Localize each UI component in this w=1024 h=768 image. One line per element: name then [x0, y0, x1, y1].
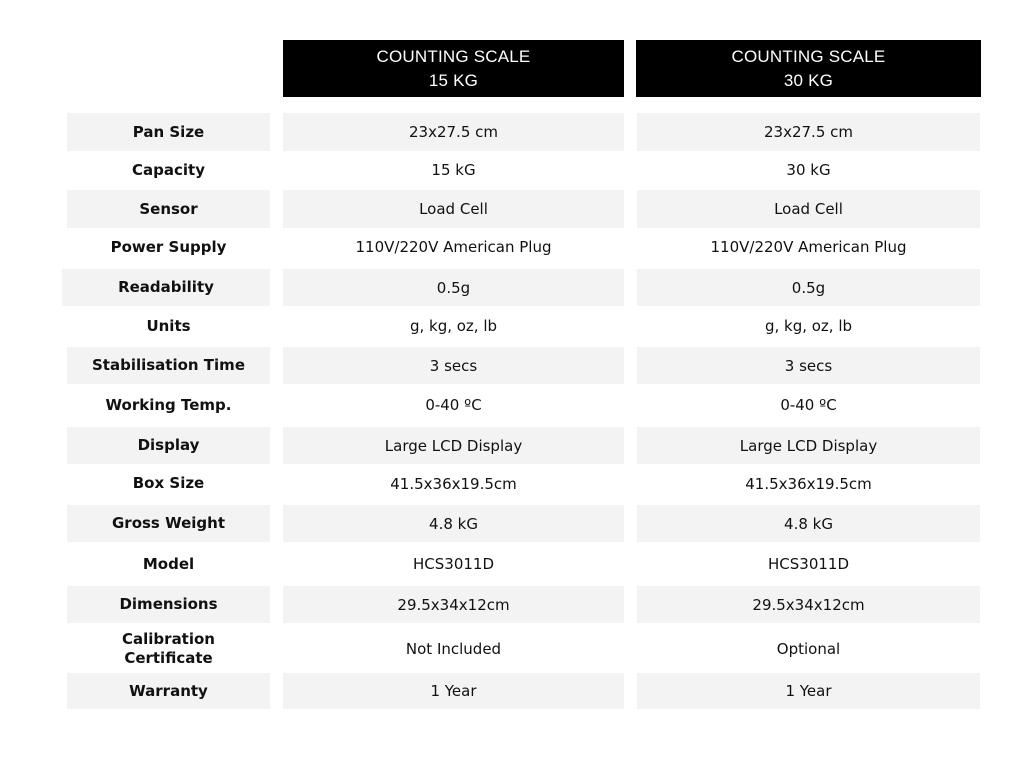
row-value-30kg: 4.8 kG — [637, 505, 980, 542]
row-value-15kg: g, kg, oz, lb — [409, 317, 498, 335]
row-label: Warranty — [67, 673, 270, 709]
table-row-units — [0, 307, 1024, 345]
row-label: Power Supply — [110, 237, 227, 256]
row-value-30kg: 23x27.5 cm — [637, 113, 980, 151]
table-row-dimensions — [0, 586, 1024, 623]
row-value-30kg: Optional — [776, 640, 841, 658]
row-value-30kg: HCS3011D — [768, 555, 849, 573]
row-value-15kg: 0.5g — [283, 269, 624, 306]
table-row-stabilisation-time — [0, 347, 1024, 384]
row-label: Readability — [62, 269, 270, 306]
column-header-line1: COUNTING SCALE — [376, 46, 531, 66]
table-row-pan-size — [0, 113, 1024, 151]
row-value-30kg: Large LCD Display — [637, 427, 980, 464]
row-value-15kg: 110V/220V American Plug — [355, 238, 552, 256]
row-label: Working Temp. — [105, 395, 232, 414]
table-row-display — [0, 427, 1024, 464]
row-label: Box Size — [132, 474, 205, 492]
row-label: Display — [67, 427, 270, 464]
row-value-30kg: 41.5x36x19.5cm — [745, 474, 872, 493]
table-row-power-supply — [0, 228, 1024, 266]
row-value-30kg: Load Cell — [637, 190, 980, 228]
row-value-15kg: Not Included — [405, 640, 502, 658]
table-row-box-size — [0, 464, 1024, 503]
row-value-30kg: 30 kG — [786, 161, 831, 179]
row-value-15kg: 3 secs — [283, 347, 624, 384]
column-header-30kg — [636, 40, 981, 97]
row-value-15kg: 41.5x36x19.5cm — [390, 474, 517, 493]
row-value-30kg: 0.5g — [637, 269, 980, 306]
row-value-30kg: 3 secs — [637, 347, 980, 384]
row-value-15kg: Load Cell — [283, 190, 624, 228]
row-label: Calibration Certificate — [122, 630, 215, 667]
row-value-15kg: HCS3011D — [413, 555, 494, 573]
row-value-30kg: 1 Year — [637, 673, 980, 709]
table-row-warranty — [0, 673, 1024, 709]
row-value-15kg: 0-40 ºC — [425, 396, 482, 414]
table-row-sensor — [0, 190, 1024, 228]
column-header-line2: 30 KG — [783, 70, 834, 90]
row-label: Sensor — [67, 190, 270, 228]
table-row-working-temp — [0, 386, 1024, 424]
column-header-line2: 15 KG — [428, 70, 479, 90]
row-label: Pan Size — [67, 113, 270, 151]
row-value-30kg: g, kg, oz, lb — [764, 317, 853, 335]
row-label: Gross Weight — [67, 505, 270, 542]
row-value-15kg: 29.5x34x12cm — [283, 586, 624, 623]
row-value-15kg: 23x27.5 cm — [283, 113, 624, 151]
table-row-calibration-certificate — [0, 624, 1024, 674]
row-label: Capacity — [132, 160, 205, 179]
row-value-30kg: 29.5x34x12cm — [637, 586, 980, 623]
table-row-model — [0, 544, 1024, 584]
row-label: Dimensions — [67, 586, 270, 623]
table-row-gross-weight — [0, 505, 1024, 542]
column-header-15kg — [283, 40, 624, 97]
table-row-capacity — [0, 151, 1024, 189]
row-label: Stabilisation Time — [67, 347, 270, 384]
column-header-line1: COUNTING SCALE — [731, 46, 886, 66]
row-label: Units — [146, 316, 191, 335]
table-row-readability — [0, 269, 1024, 306]
row-value-15kg: 15 kG — [431, 161, 476, 179]
row-label: Model — [142, 554, 195, 573]
row-value-15kg: 4.8 kG — [283, 505, 624, 542]
row-value-15kg: 1 Year — [283, 673, 624, 709]
row-value-30kg: 110V/220V American Plug — [710, 238, 907, 256]
row-value-30kg: 0-40 ºC — [780, 396, 837, 414]
row-value-15kg: Large LCD Display — [283, 427, 624, 464]
